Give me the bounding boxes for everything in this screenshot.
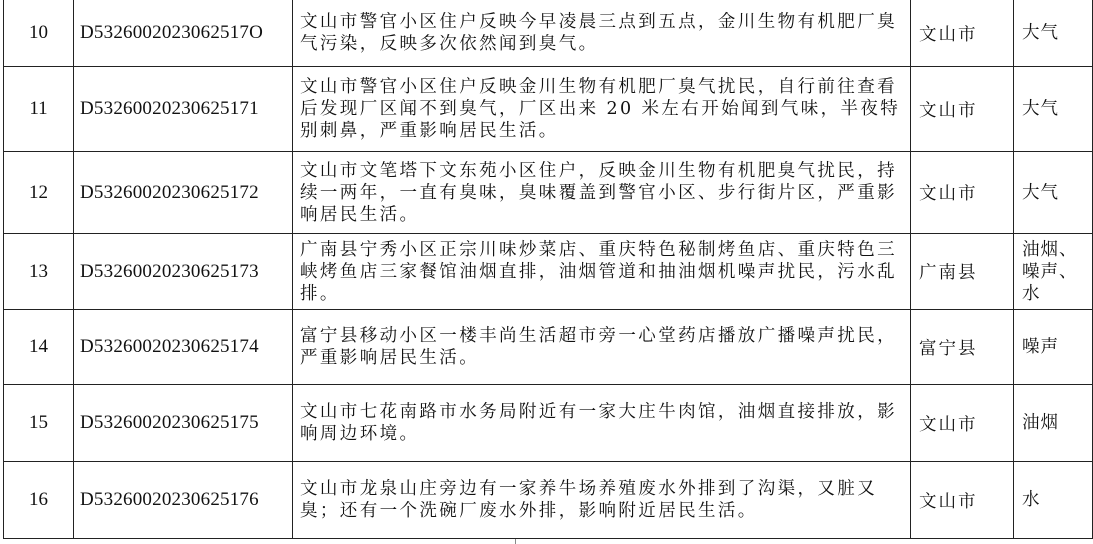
pollution-type-line: 噪声: [1022, 337, 1059, 357]
pollution-type-line: 水: [1022, 283, 1041, 304]
administrative-area: 文山市: [911, 67, 1014, 152]
row-index: 11: [4, 67, 74, 152]
pollution-type: [1014, 234, 1093, 310]
case-code: D53260020230625171: [74, 67, 293, 152]
pollution-type-line: 大气: [1022, 23, 1059, 43]
pollution-type-line: 油烟: [1022, 413, 1059, 433]
case-code: D5326002023062517O: [74, 0, 293, 67]
row-index: 14: [4, 310, 74, 385]
complaint-description: 富宁县移动小区一楼丰尚生活超市旁一心堂药店播放广播噪声扰民，严重影响居民生活。: [293, 310, 911, 385]
row-index: 12: [4, 152, 74, 234]
row-index: 16: [4, 462, 74, 539]
complaint-description: 文山市警官小区住户反映金川生物有机肥厂臭气扰民，自行前往查看后发现厂区闻不到臭气，厂区出来 20 米左右开始闻到气味，半夜特别刺鼻，严重影响居民生活。: [293, 67, 911, 152]
pollution-type-line: 水: [1022, 490, 1041, 510]
case-code: D53260020230625174: [74, 310, 293, 385]
row-index: 15: [4, 385, 74, 462]
administrative-area: 文山市: [911, 385, 1014, 462]
pollution-type-line: 油烟、: [1022, 239, 1078, 260]
administrative-area: 广南县: [911, 234, 1014, 310]
pollution-type-line: 大气: [1022, 99, 1059, 119]
case-code: D53260020230625173: [74, 234, 293, 310]
administrative-area: 文山市: [911, 462, 1014, 539]
administrative-area: 文山市: [911, 152, 1014, 234]
complaint-description: 文山市七花南路市水务局附近有一家大庄牛肉馆，油烟直接排放，影响周边环境。: [293, 385, 911, 462]
table-row: [4, 152, 1093, 234]
table-row: [4, 310, 1093, 385]
administrative-area: 文山市: [911, 0, 1014, 67]
complaint-table: [3, 0, 1093, 539]
case-code: D53260020230625175: [74, 385, 293, 462]
pollution-type: [1014, 152, 1093, 234]
administrative-area: 富宁县: [911, 310, 1014, 385]
table-row: [4, 234, 1093, 310]
complaint-description: 广南县宁秀小区正宗川味炒菜店、重庆特色秘制烤鱼店、重庆特色三峡烤鱼店三家餐馆油烟直排，油烟管道和抽油烟机噪声扰民，污水乱排。: [293, 234, 911, 310]
pollution-type: [1014, 385, 1093, 462]
complaint-description: 文山市文笔塔下文东苑小区住户，反映金川生物有机肥臭气扰民，持续一两年，一直有臭味，臭味覆盖到警官小区、步行街片区，严重影响居民生活。: [293, 152, 911, 234]
pollution-type: [1014, 67, 1093, 152]
table-row: [4, 0, 1093, 67]
pollution-type-line: 噪声、: [1022, 261, 1078, 282]
row-index: 10: [4, 0, 74, 67]
pollution-type: [1014, 462, 1093, 539]
complaint-description: 文山市警官小区住户反映今早凌晨三点到五点，金川生物有机肥厂臭气污染，反映多次依然闻到臭气。: [293, 0, 911, 67]
pollution-type: [1014, 310, 1093, 385]
page-edge-mark: [515, 539, 516, 544]
complaint-description: 文山市龙泉山庄旁边有一家养牛场养殖废水外排到了沟渠，又脏又臭；还有一个洗碗厂废水外排，影响附近居民生活。: [293, 462, 911, 539]
table-row: [4, 385, 1093, 462]
row-index: 13: [4, 234, 74, 310]
pollution-type-line: 大气: [1022, 182, 1059, 203]
table-row: [4, 67, 1093, 152]
case-code: D53260020230625176: [74, 462, 293, 539]
table-row: [4, 462, 1093, 539]
case-code: D53260020230625172: [74, 152, 293, 234]
pollution-type: [1014, 0, 1093, 67]
